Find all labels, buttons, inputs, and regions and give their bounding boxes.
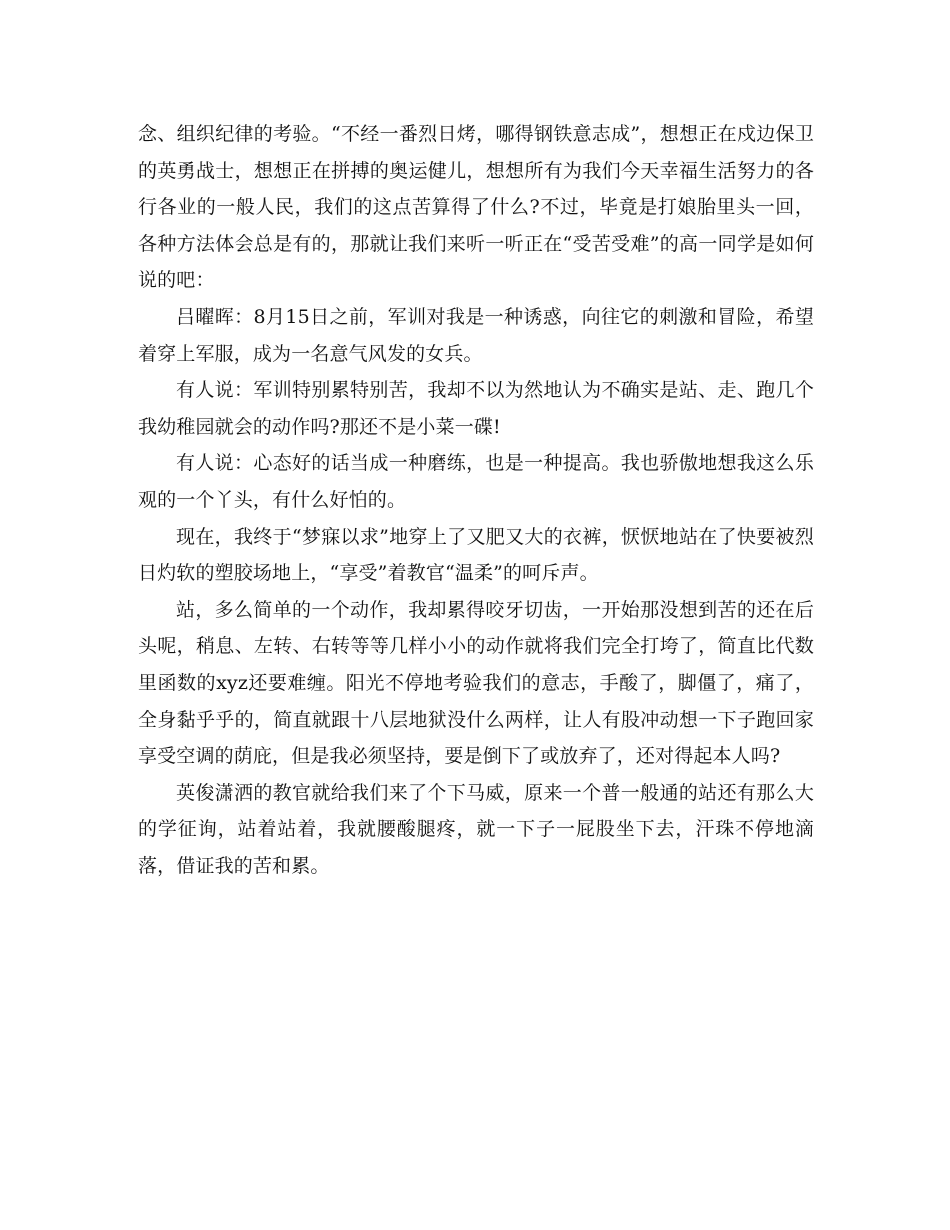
paragraph-2: 吕曜晖：8月15日之前，军训对我是一种诱惑，向往它的刺激和冒险，希望着穿上军服，成为一名意气风发的女兵。: [138, 305, 814, 365]
paragraph-3: 有人说：军训特别累特别苦，我却不以为然地认为不确实是站、走、跑几个我幼稚园就会的动作吗?那还不是小菜一碟!: [138, 379, 814, 438]
paragraph-6: 站，多么简单的一个动作，我却累得咬牙切齿，一开始那没想到苦的还在后头呢，稍息、左转、右转等等几样小小的动作就将我们完全打垮了，简直比代数里函数的xyz还要难缠。阳光不停地考验我们的意志，手酸了，脚僵了，痛了，全身黏乎乎的，简直就跟十八层地狱没什么两样，让人有股冲动想一下子跑回家享受空调的荫庇，但是我必须坚持，要是倒下了或放弃了，还对得起本人吗?: [138, 598, 814, 768]
paragraph-4: 有人说：心态好的话当成一种磨练，也是一种提高。我也骄傲地想我这么乐观的一个丫头，有什么好怕的。: [138, 452, 814, 511]
paragraph-5: 现在，我终于“梦寐以求”地穿上了又肥又大的衣裤，恹恹地站在了快要被烈日灼软的塑胶场地上，“享受”着教官“温柔”的呵斥声。: [138, 525, 814, 585]
paragraph-7: 英俊潇洒的教官就给我们来了个下马威，原来一个普一般通的站还有那么大的学征询，站着站着，我就腰酸腿疼，就一下子一屁股坐下去，汗珠不停地滴落，借证我的苦和累。: [138, 781, 814, 877]
document-page: [138, 116, 814, 884]
paragraph-1: 念、组织纪律的考验。“不经一番烈日烤，哪得钢铁意志成”，想想正在戍边保卫的英勇战士，想想正在拼搏的奥运健儿，想想所有为我们今天幸福生活努力的各行各业的一般人民，我们的这点苦算得了什么?不过，毕竟是打娘胎里头一回，各种方法体会总是有的，那就让我们来听一听正在“受苦受难”的高一同学是如何说的吧：: [138, 123, 814, 292]
